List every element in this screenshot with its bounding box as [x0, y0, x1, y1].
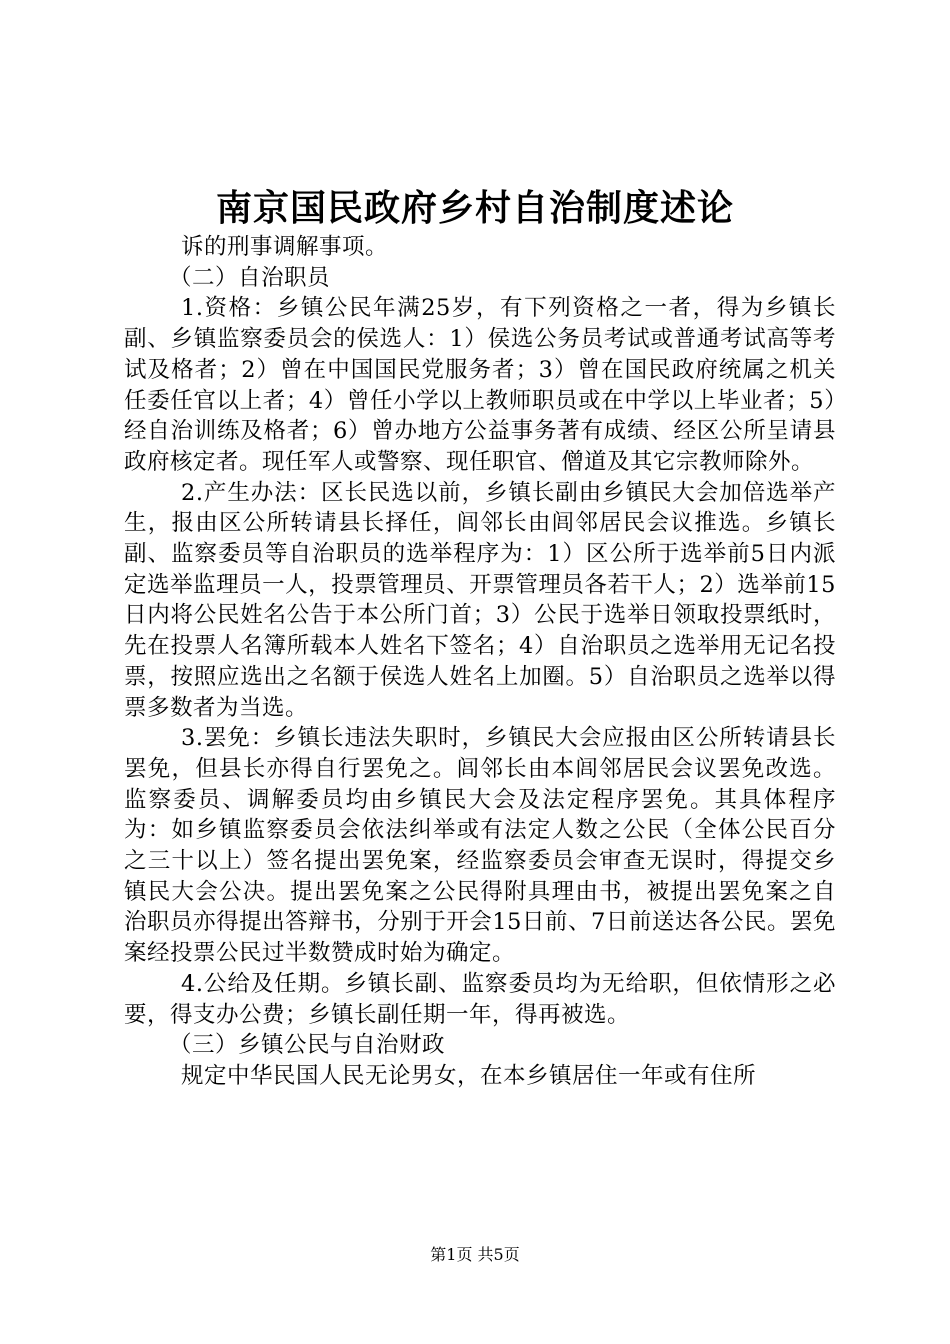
- document-body: [124, 232, 836, 1092]
- section-heading-self-government-staff: （二）自治职员: [169, 264, 331, 291]
- paragraph-recall: 3.罢免：乡镇长违法失职时，乡镇民大会应报由区公所转请县长罢免，但县长亦得自行罢免之。闾邻长由本闾邻居民会议罢免改选。监察委员、调解委员均由乡镇民大会及法定程序罢免。其具体程序为：如乡镇监察委员会依法纠举或有法定人数之公民（全体公民百分之三十以上）签名提出罢免案，经监察委员会审查无误时，得提交乡镇民大会公决。提出罢免案之公民得附具理由书，被提出罢免案之自治职员亦得提出答辩书，分别于开会15日前、7日前送达各公民。罢免案经投票公民过半数赞成时始为确定。: [124, 725, 836, 967]
- section-heading-citizens-and-finance: （三）乡镇公民与自治财政: [169, 1032, 446, 1059]
- paragraph-election-method: 2.产生办法：区长民选以前，乡镇长副由乡镇民大会加倍选举产生，报由区公所转请县长择任，闾邻长由闾邻居民会议推选。乡镇长副、监察委员等自治职员的选举程序为：1）区公所于选举前5日内派定选举监理员一人，投票管理员、开票管理员各若干人；2）选举前15日内将公民姓名公告于本公所门首；3）公民于选举日领取投票纸时，先在投票人名簿所载本人姓名下签名；4）自治职员之选举用无记名投票，按照应选出之名额于侯选人姓名上加圈。5）自治职员之选举以得票多数者为当选。: [124, 479, 836, 721]
- document-title: 南京国民政府乡村自治制度述论: [215, 187, 734, 229]
- paragraph-qualifications: 1.资格：乡镇公民年满25岁，有下列资格之一者，得为乡镇长副、乡镇监察委员会的侯选人：1）侯选公务员考试或普通考试高等考试及格者；2）曾在中国国民党服务者；3）曾在国民政府统属之机关任委任官以上者；4）曾任小学以上教师职员或在中学以上毕业者；5）经自治训练及格者；6）曾办地方公益事务著有成绩、经区公所呈请县政府核定者。现任军人或警察、现任职官、僧道及其它宗教师除外。: [124, 295, 836, 475]
- paragraph-citizen-definition: 规定中华民国人民无论男女，在本乡镇居住一年或有住所: [181, 1062, 757, 1089]
- page-number-footer: 第1页 共5页: [430, 1245, 520, 1264]
- paragraph-continuation: 诉的刑事调解事项。: [181, 234, 389, 260]
- paragraph-salary-and-term: 4.公给及任期。乡镇长副、监察委员均为无给职，但依情形之必要，得支办公费；乡镇长副任期一年，得再被选。: [124, 970, 836, 1028]
